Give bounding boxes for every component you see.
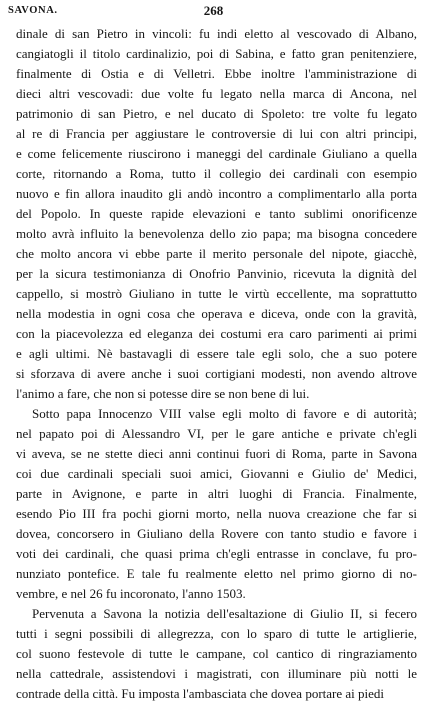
text-line: nunziato pontefice. E tale fu realmente eletto nel primo giorno di no- [16, 566, 417, 581]
text-line: nel papato poi di Alessandro VI, per le gare antiche e private ch'egli [16, 426, 417, 441]
text-line: patrimonio di san Pietro, e nel ducato di Spoleto: tre volte fu legato [16, 106, 417, 121]
text-line: coi due cardinali speciali suoi amici, Giovanni e Giulio de' Medici, [16, 466, 417, 481]
text-line: che molto ancora vi ebbe parte il merito personale del nipote, giacchè, [16, 246, 417, 261]
running-head: SAVONA. [8, 5, 58, 16]
text-line: nuovo e fin allora inaudito gli andò incontro a complimentarlo alla porta [16, 186, 417, 201]
text-line: corte, ritornando a Roma, tutto il collegio dei cardinali con esempio [16, 166, 417, 181]
text-line: tutti i segni possibili di allegrezza, con lo sparo di tutte le artiglierie, [16, 626, 417, 641]
text-line: vembre, e nel 26 fu incoronato, l'anno 1503. [16, 586, 246, 601]
text-line: finalmente di Ostia e di Velletri. Ebbe inoltre l'amministrazione di [16, 66, 417, 81]
text-line: con la piacevolezza ed eleganza dei costumi era caro parimenti ai primi [16, 326, 417, 341]
text-line: vi aveva, se ne stette dieci anni continui fuori di Roma, parte in Savona [16, 446, 417, 461]
text-line: cangiatogli il titolo cardinalizio, poi di Sabina, e fatto gran penitenziere, [16, 46, 417, 61]
text-line: e come felicemente riuscirono i maneggi del cardinale Giuliano a quella [16, 146, 417, 161]
text-line: molto avrà influito la benevolenza dello zio papa; ma bisogna concedere [16, 226, 417, 241]
text-line: cappello, si mostrò Giuliano in tutte le virtù eccellente, ma soprattutto [16, 286, 417, 301]
text-line: col suono festevole di tutte le campane, col cantico di ringraziamento [16, 646, 417, 661]
text-line: contrade della città. Fu imposta l'ambasciata che dovea portare ai piedi [16, 686, 384, 701]
text-line: si sforzava di avere anche i suoi cortigiani modesti, non avendo altrove [16, 366, 417, 381]
text-line: dieci altri vescovadi: due volte fu legato nella marca di Ancona, nel [16, 86, 417, 101]
text-line: del Popolo. In queste rapide elevazioni e tanto sublimi onorificenze [16, 206, 417, 221]
text-line: esendo Pio III fra pochi giorni morto, nella nuova creazione che far si [16, 506, 417, 521]
text-line: Pervenuta a Savona la notizia dell'esaltazione di Giulio II, si fecero [32, 606, 417, 621]
text-line: Sotto papa Innocenzo VIII valse egli molto di favore e di autorità; [32, 406, 417, 421]
text-line: al re di Francia per aggiustare le controversie di lui con altri principi, [16, 126, 417, 141]
page-header [8, 3, 419, 19]
paragraph [16, 604, 417, 704]
text-line: dinale di san Pietro in vincoli: fu indi eletto al vescovado di Albano, [16, 26, 417, 41]
text-line: parte in Avignone, e parte in altri luoghi di Francia. Finalmente, [16, 486, 417, 501]
text-line: nella modestia in ogni cosa che operava e diceva, onde con la gravità, [16, 306, 417, 321]
paragraph [16, 24, 417, 404]
text-line: l'animo a fare, che non si potesse dire se non bene di lui. [16, 386, 310, 401]
text-line: nella cattedrale, assistendovi i magistrati, con illuminare più notti le [16, 666, 417, 681]
paragraph [16, 404, 417, 604]
page-number: 268 [203, 3, 224, 18]
text-line: per la sicura testimonianza di Onofrio Panvinio, ricevuta la dignità del [16, 266, 417, 281]
body-text [16, 24, 417, 704]
text-line: voti dei cardinali, che quasi prima ch'egli entrasse in conclave, fu pro- [16, 546, 417, 561]
text-line: e agli ultimi. Nè bastavagli di essere tale egli solo, che a suo potere [16, 346, 417, 361]
text-line: dovea, concorsero in Giuliano della Rovere con tanto studio e favore i [16, 526, 417, 541]
